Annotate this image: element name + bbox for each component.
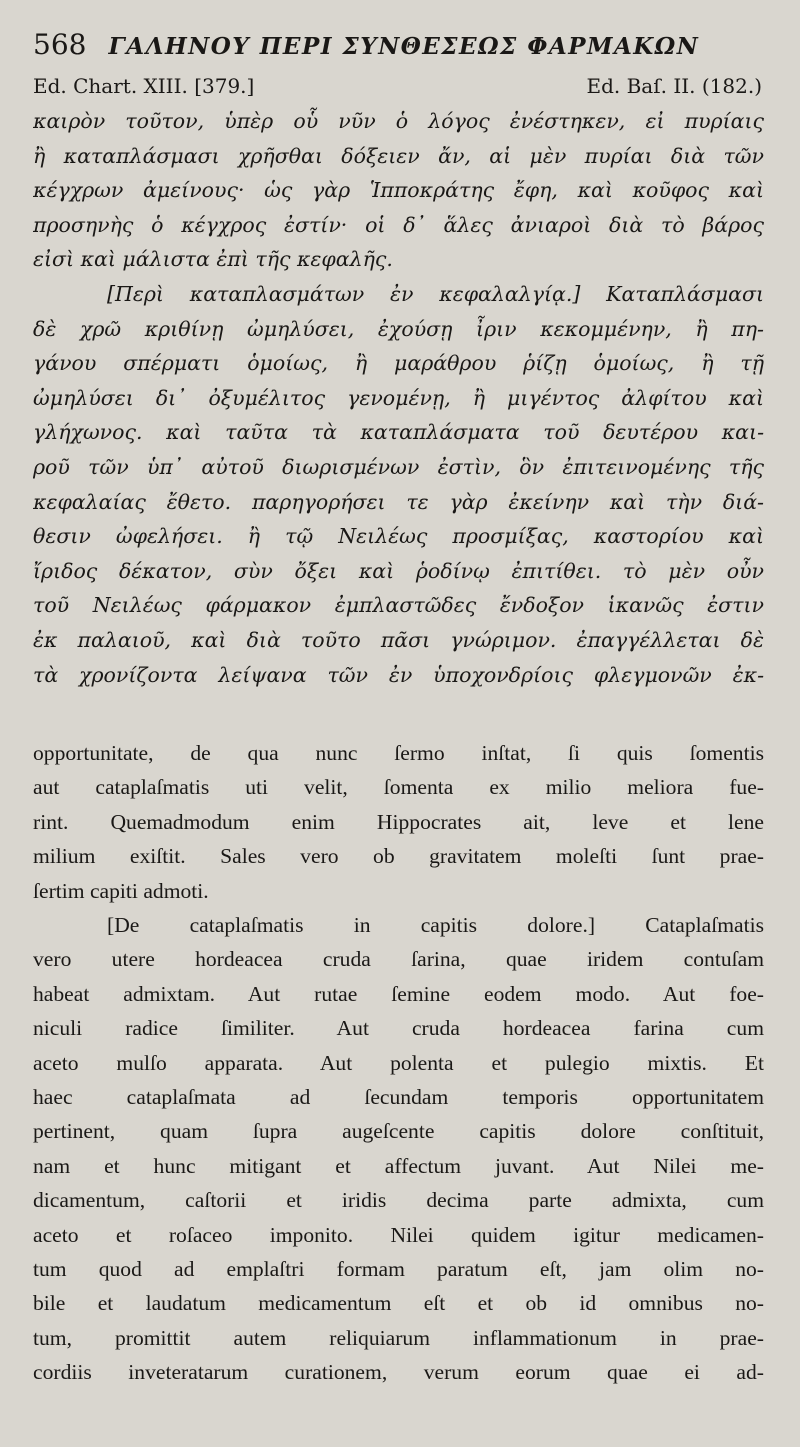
- greek-line: γάνου σπέρματι ὁμοίως, ἢ μαράθρου ῥίζῃ ὁμοίως, ἢ τῇ: [33, 351, 764, 376]
- page-number: 568: [33, 28, 87, 61]
- latin-line: niculi radice ſimiliter. Aut cruda hordeacea farina cum: [33, 1016, 764, 1041]
- greek-line: κεφαλαίας ἔθετο. παρηγορήσει τε γὰρ ἐκείνην καὶ τὴν διά-: [33, 489, 764, 514]
- greek-line: κέγχρων ἀμείνους· ὡς γὰρ Ἱπποκράτης ἔφη, καὶ κοῦφος καὶ: [33, 178, 764, 203]
- latin-line: milium exiſtit. Sales vero ob gravitatem moleſti ſunt prae-: [33, 844, 764, 869]
- latin-line: tum quod ad emplaſtri formam paratum eſt, jam olim no-: [33, 1256, 764, 1281]
- greek-text-block: [33, 104, 764, 692]
- latin-line: vero utere hordeacea cruda ſarina, quae iridem contuſam: [33, 947, 764, 972]
- latin-line: opportunitate, de qua nunc ſermo inſtat, ſi quis ſomentis: [33, 741, 764, 766]
- latin-line: ſertim capiti admoti.: [33, 878, 209, 903]
- latin-section-heading-line: [De cataplaſmatis in capitis dolore.] Cataplaſmatis: [107, 913, 764, 938]
- latin-line: bile et laudatum medicamentum eſt et ob id omnibus no-: [33, 1291, 764, 1316]
- greek-line: προσηνὴς ὁ κέγχρος ἐστίν· οἱ δ᾽ ἅλες ἀνιαροὶ διὰ τὸ βάρος: [33, 212, 764, 237]
- latin-text-block: [33, 736, 764, 1389]
- latin-line: dicamentum, caſtorii et iridis decima parte admixta, cum: [33, 1188, 764, 1213]
- latin-line: pertinent, quam ſupra augeſcente capitis dolore conſtituit,: [33, 1119, 764, 1144]
- latin-line: haec cataplaſmata ad ſecundam temporis opportunitatem: [33, 1085, 764, 1109]
- latin-line: aceto mulſo apparata. Aut polenta et pulegio mixtis. Et: [33, 1050, 764, 1075]
- greek-line: ἐκ παλαιοῦ, καὶ διὰ τοῦτο πᾶσι γνώριμον. ἐπαγγέλλεται δὲ: [33, 627, 764, 652]
- greek-line: τὰ χρονίζοντα λείψανα τῶν ἐν ὑποχονδρίοις φλεγμονῶν ἐκ-: [33, 662, 764, 687]
- page-header: [33, 28, 764, 70]
- latin-line: tum, promittit autem reliquiarum inflammationum in prae-: [33, 1325, 764, 1350]
- latin-line: aut cataplaſmatis uti velit, ſomenta ex milio meliora fue-: [33, 775, 764, 800]
- latin-line: aceto et roſaceo imponito. Nilei quidem igitur medicamen-: [33, 1222, 764, 1247]
- greek-section-heading-line: [Περὶ καταπλασμάτων ἐν κεφαλαλγίᾳ.] Καταπλάσμασι: [107, 281, 764, 306]
- greek-line: καιρὸν τοῦτον, ὑπὲρ οὗ νῦν ὁ λόγος ἐνέστηκεν, εἰ πυρίαις: [33, 109, 764, 133]
- greek-line: εἰσὶ καὶ μάλιστα ἐπὶ τῆς κεφαλῆς.: [33, 247, 393, 272]
- greek-line: ὠμηλύσει δι᾽ ὀξυμέλιτος γενομένῃ, ἢ μιγέντος ἀλφίτου καὶ: [33, 385, 764, 410]
- edition-reference-line: [33, 74, 764, 104]
- latin-line: habeat admixtam. Aut rutae ſemine eodem modo. Aut foe-: [33, 981, 764, 1006]
- latin-line: nam et hunc mitigant et affectum juvant. Aut Nilei me-: [33, 1153, 764, 1178]
- greek-line: γλήχωνος. καὶ ταῦτα τὰ καταπλάσματα τοῦ δευτέρου και-: [33, 420, 764, 445]
- greek-line: θεσιν ὠφελήσει. ἢ τῷ Νειλέως προσμίξας, καστορίου καὶ: [33, 524, 764, 549]
- running-title: ΓΑΛΗΝΟΥ ΠΕΡΙ ΣΥΝΘΕΣΕΩΣ ΦΑΡΜΑΚΩΝ: [108, 33, 700, 60]
- latin-line: cordiis inveteratarum curationem, verum eorum quae ei ad-: [33, 1360, 764, 1385]
- greek-line: τοῦ Νειλέως φάρμακον ἐμπλαστῶδες ἔνδοξον ἱκανῶς ἐστιν: [33, 593, 764, 618]
- latin-line: rint. Quemadmodum enim Hippocrates ait, leve et lene: [33, 809, 764, 834]
- edition-chart-reference: Ed. Chart. XIII. [379.]: [33, 74, 255, 98]
- greek-line: δὲ χρῶ κριθίνῃ ὠμηλύσει, ἐχούσῃ ἶριν κεκομμένην, ἢ πη-: [33, 316, 764, 341]
- greek-line: ἢ καταπλάσμασι χρῆσθαι δόξειεν ἄν, αἱ μὲν πυρίαι διὰ τῶν: [33, 143, 764, 168]
- greek-line: ἴριδος δέκατον, σὺν ὄξει καὶ ῥοδίνῳ ἐπιτίθει. τὸ μὲν οὖν: [33, 558, 764, 583]
- edition-basel-reference: Ed. Baſ. II. (182.): [586, 74, 762, 98]
- greek-line: ροῦ τῶν ὑπ᾽ αὐτοῦ διωρισμένων ἐστὶν, ὃν ἐπιτεινομένης τῆς: [33, 454, 764, 479]
